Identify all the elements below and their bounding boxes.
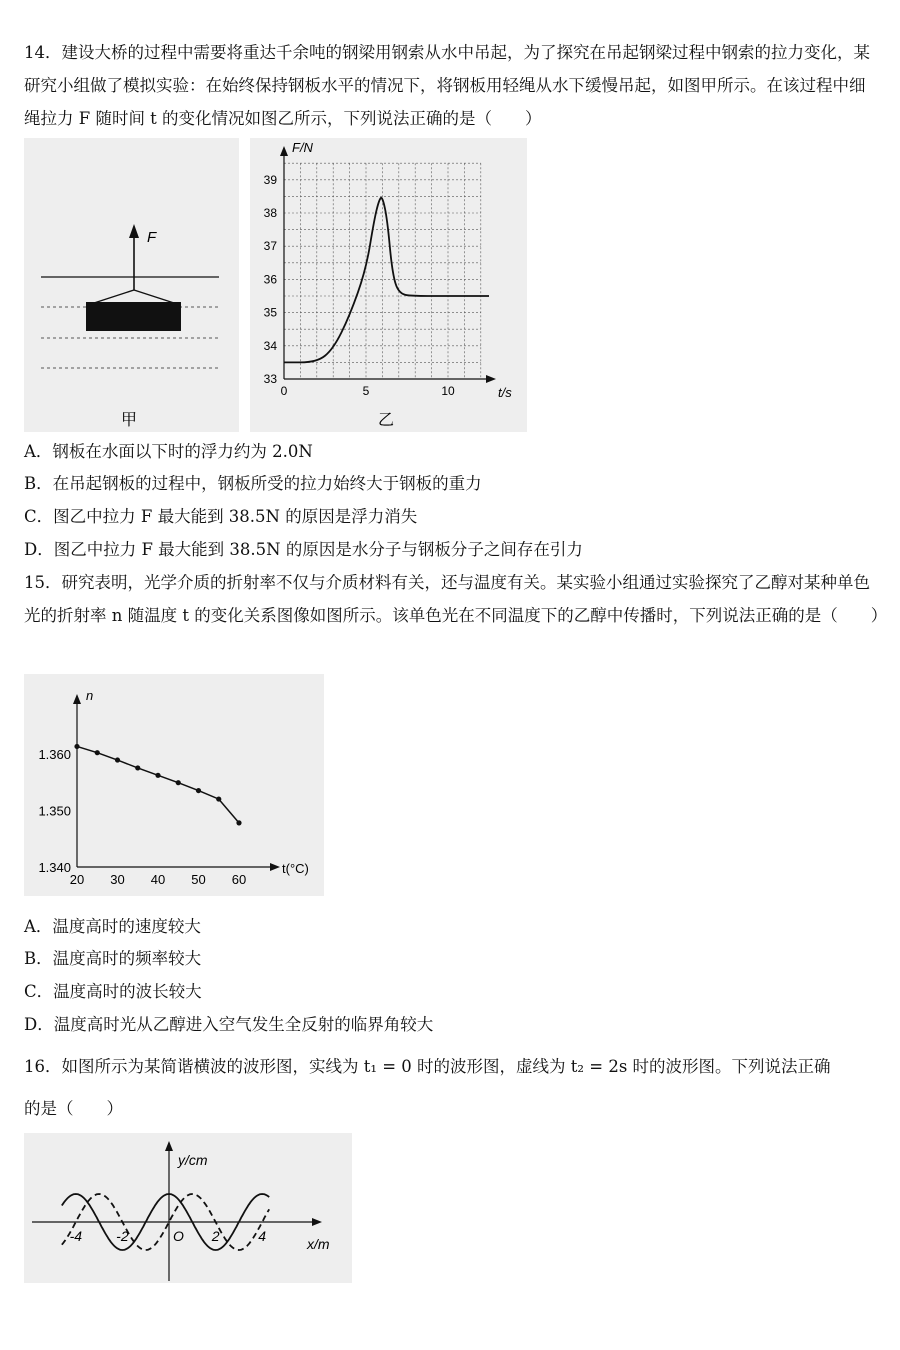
x-tick-label: 10 <box>441 384 455 398</box>
steel-plate-figure <box>24 138 239 432</box>
data-point <box>176 780 181 785</box>
x-axis-label: t(°C) <box>282 861 309 876</box>
x-axis-label: t/s <box>498 385 512 400</box>
x-tick-label: -4 <box>69 1228 83 1244</box>
y-tick-label: 37 <box>263 239 277 254</box>
y-tick-label: 1.360 <box>38 746 71 762</box>
data-point <box>115 757 120 762</box>
data-point <box>74 744 79 749</box>
x-tick-label: 30 <box>110 872 125 887</box>
x-axis-label: x/m <box>307 1236 330 1252</box>
y-tick-label: 34 <box>263 338 277 353</box>
y-axis-label: F/N <box>292 140 313 155</box>
y-tick-label: 35 <box>263 305 277 320</box>
y-tick-label: 38 <box>263 206 277 220</box>
force-time-chart <box>250 138 527 432</box>
q14-option-c: C．图乙中拉力 F 最大能到 38.5N 的原因是浮力消失 <box>24 507 418 526</box>
wave-figure <box>24 1133 352 1283</box>
origin-label: O <box>173 1228 184 1244</box>
x-tick-label: 40 <box>150 872 166 887</box>
data-point <box>135 765 140 770</box>
x-tick-label: -2 <box>116 1228 129 1244</box>
force-curve <box>284 198 489 363</box>
data-point <box>216 796 221 801</box>
q14-option-b: B．在吊起钢板的过程中，钢板所受的拉力始终大于钢板的重力 <box>24 474 482 493</box>
y-tick-label: 39 <box>263 172 277 187</box>
x-tick-label: 50 <box>191 872 206 887</box>
data-point <box>196 788 201 793</box>
q15-option-c: C．温度高时的波长较大 <box>24 982 202 1001</box>
y-tick-label: 1.350 <box>38 803 71 819</box>
x-tick-label: 20 <box>69 872 85 887</box>
q15-stem: 15．研究表明，光学介质的折射率不仅与介质材料有关，还与温度有关。某实验小组通过实验探究了乙醇对某种单色光的折射率 n 随温度 t 的变化关系图像如图所示。该单色光在不同温度下的乙醇中传播时，下列说法正确的是（ ） <box>24 573 888 625</box>
q15-option-a: A．温度高时的速度较大 <box>24 917 201 936</box>
q16-stem-line2: 的是（ ） <box>24 1099 123 1118</box>
steel-plate-shape <box>86 302 181 331</box>
y-tick-label: 36 <box>263 272 277 287</box>
x-tick-label: 5 <box>362 384 370 398</box>
q14-option-d: D．图乙中拉力 F 最大能到 38.5N 的原因是水分子与钢板分子之间存在引力 <box>24 540 583 559</box>
data-point <box>155 773 160 778</box>
y-axis-label: n <box>86 688 94 703</box>
y-tick-label: 1.340 <box>38 860 71 875</box>
force-label: F <box>147 229 157 246</box>
data-point <box>236 820 241 825</box>
data-point <box>95 750 100 755</box>
trend-line <box>77 746 239 822</box>
refractive-index-chart <box>24 674 324 896</box>
y-tick-label: 33 <box>263 372 277 386</box>
x-tick-label: 4 <box>258 1228 267 1244</box>
fig-jia-caption: 甲 <box>121 412 138 429</box>
x-tick-label: 0 <box>280 384 288 398</box>
x-tick-label: 60 <box>231 872 247 887</box>
fig-yi-caption: 乙 <box>378 412 395 429</box>
q15-option-d: D．温度高时光从乙醇进入空气发生全反射的临界角较大 <box>24 1015 434 1034</box>
y-axis-label: y/cm <box>178 1152 208 1168</box>
x-tick-label: 2 <box>211 1228 220 1244</box>
q14-stem: 14．建设大桥的过程中需要将重达千余吨的钢梁用钢索从水中吊起，为了探究在吊起钢梁过程中钢索的拉力变化，某研究小组做了模拟实验：在始终保持钢板水平的情况下，将钢板用轻绳从水下缓慢吊起，如图甲所示。在该过程中细绳拉力 F 随时间 t 的变化情况如图乙所示，下列说法正确的是（ ） <box>24 43 870 128</box>
q15-option-b: B．温度高时的频率较大 <box>24 949 202 968</box>
q14-option-a: A．钢板在水面以下时的浮力约为 2.0N <box>24 442 313 461</box>
q16-stem-line1: 16．如图所示为某简谐横波的波形图，实线为 t₁ = 0 时的波形图，虚线为 t₂ = 2s 时的波形图。下列说法正确 <box>24 1057 831 1076</box>
